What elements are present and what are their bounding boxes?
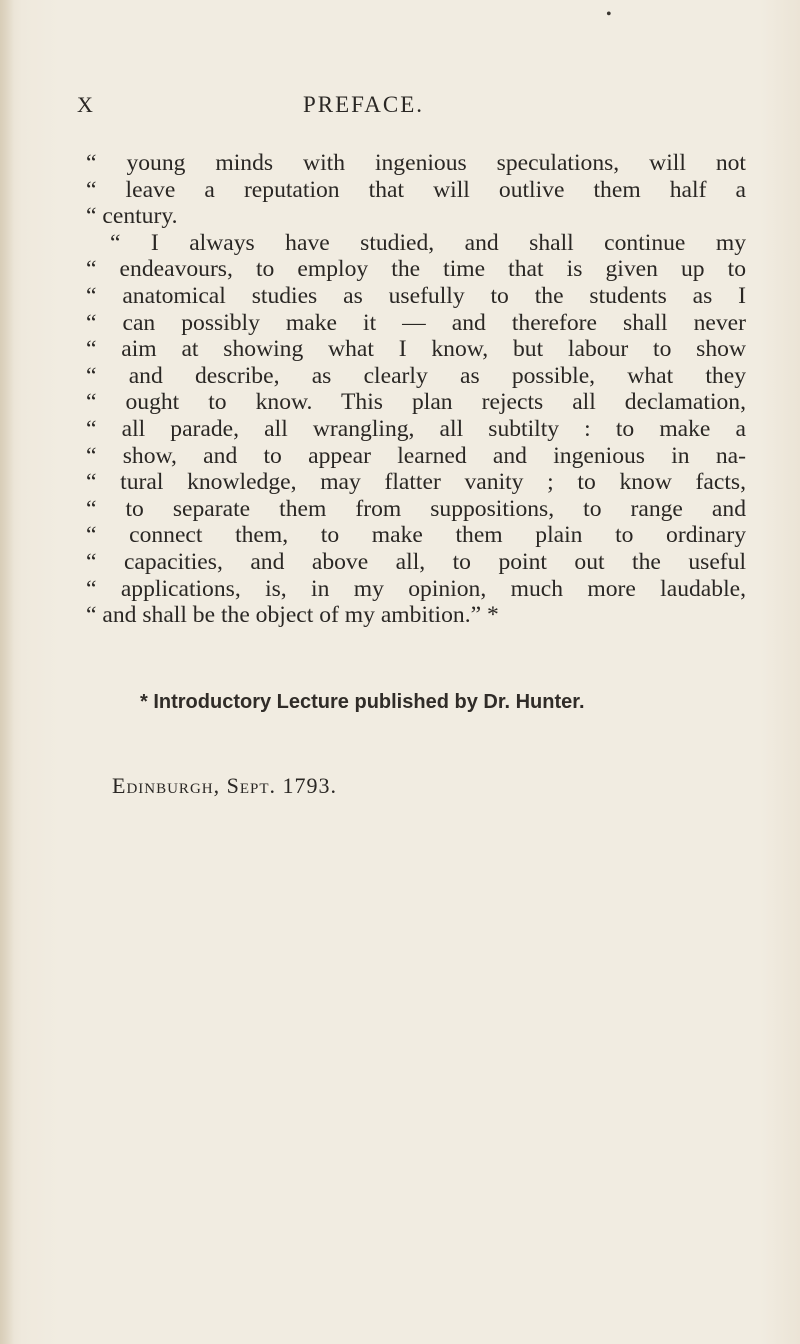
text-line: “ leave a reputation that will outlive them half a: [86, 176, 746, 203]
text-line: “ I always have studied, and shall continue my: [110, 229, 746, 256]
text-line: “ young minds with ingenious speculations, will not: [86, 150, 746, 176]
body-text: [86, 150, 746, 629]
text-line: “ and describe, as clearly as possible, what they: [86, 362, 746, 389]
place-date-signoff: Edinburgh, Sept. 1793.: [112, 773, 338, 798]
text-line: “ aim at showing what I know, but labour to show: [86, 336, 746, 363]
text-line: “ anatomical studies as usefully to the students as I: [86, 282, 746, 309]
text-line: “ show, and to appear learned and ingenious in na-: [86, 442, 746, 469]
footnote: * Introductory Lecture published by Dr. Hunter.: [140, 691, 585, 713]
text-line: “ to separate them from suppositions, to range and: [86, 495, 746, 522]
text-line: “ tural knowledge, may flatter vanity ; to know facts,: [86, 469, 746, 496]
printer-mark: •: [606, 6, 612, 23]
text-line: “ ought to know. This plan rejects all declamation,: [86, 389, 746, 416]
page-number: X: [77, 92, 94, 117]
text-line: “ endeavours, to employ the time that is given up to: [86, 256, 746, 283]
text-line: “ capacities, and above all, to point out the useful: [86, 548, 746, 575]
text-line: “ can possibly make it — and therefore shall never: [86, 309, 746, 336]
text-line: “ connect them, to make them plain to ordinary: [86, 522, 746, 549]
text-line: “ century.: [86, 203, 178, 230]
running-head: PREFACE.: [303, 92, 425, 117]
text-line: “ all parade, all wrangling, all subtilty : to make a: [86, 415, 746, 442]
text-line: “ applications, is, in my opinion, much more laudable,: [86, 575, 746, 602]
text-line: “ and shall be the object of my ambition.” *: [86, 602, 499, 629]
page-gutter-shadow: [0, 0, 14, 1344]
